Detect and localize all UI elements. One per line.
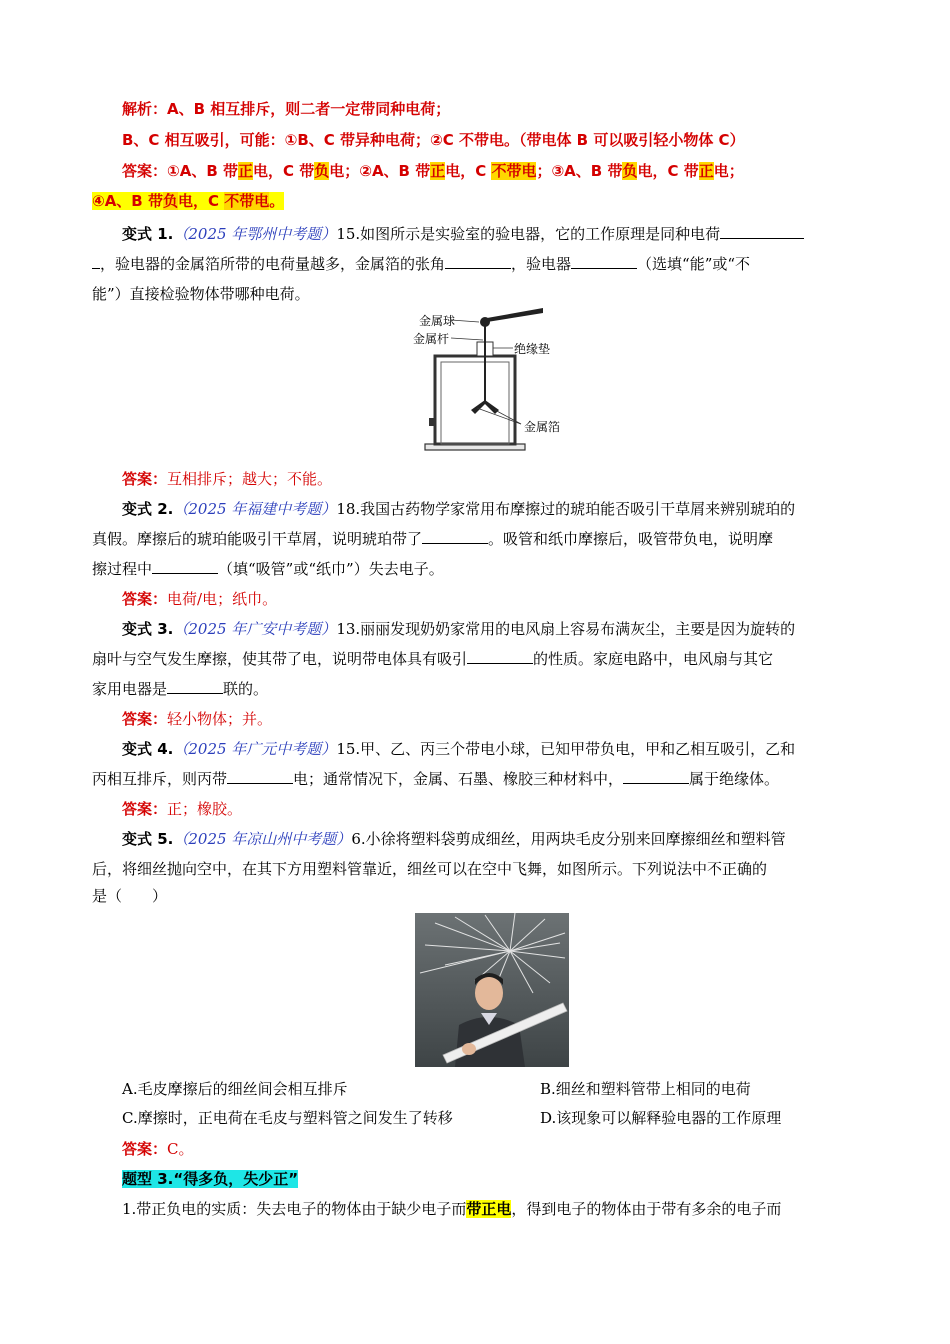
answer-text: C。 (167, 1140, 194, 1158)
highlight-negative: 负 (314, 162, 330, 180)
variant-3-line-1 (122, 618, 860, 640)
answer-part: 电； (713, 162, 744, 180)
question-text: 扇叶与空气发生摩擦，使其带了电，说明带电体具有吸引 (92, 650, 468, 668)
variant-label: 变式 2. (122, 500, 174, 518)
analysis-text-1: 解析：A、B 相互排斥，则二者一定带同种电荷； (122, 100, 451, 118)
person-head (475, 976, 503, 1010)
variant-1-answer (122, 468, 860, 490)
answer-part: 电，C 带 (253, 162, 315, 180)
answer-blank[interactable] (167, 678, 223, 694)
option-d[interactable] (540, 1107, 781, 1129)
answer-text: 电荷/电；纸巾。 (167, 590, 278, 608)
type-3-heading (122, 1168, 860, 1190)
electroscope-frame-inner (441, 362, 509, 444)
answer-blank[interactable] (422, 528, 488, 544)
question-text: 联的。 (223, 680, 269, 698)
variant-label: 变式 1. (122, 225, 174, 243)
option-a-text: A.毛皮摩擦后的细丝间会相互排斥 (122, 1080, 348, 1098)
question-text: 13.丽丽发现奶奶家常用的电风扇上容易布满灰尘，主要是因为旋转的 (336, 620, 796, 638)
option-d-text: D.该现象可以解释验电器的工作原理 (540, 1109, 782, 1127)
label-metal-foil: 金属箔 (524, 420, 561, 434)
question-text: 15.如图所示是实验室的验电器，它的工作原理是同种电荷 (336, 225, 721, 243)
variant-4-line-1 (122, 738, 860, 760)
variant-source: （2025 年凉山州中考题） (173, 830, 352, 848)
question-text: 家用电器是 (92, 680, 168, 698)
answer-blank[interactable] (571, 253, 637, 269)
question-text: 的性质。家庭电路中，电风扇与其它 (533, 650, 774, 668)
variant-4-line-2 (92, 768, 860, 790)
answer-label: 答案： (122, 1140, 168, 1158)
analysis-text-2: B、C 相互吸引，可能：①B、C 带异种电荷；②C 不带电。（带电体 B 可以吸引轻小物体 C） (122, 131, 745, 149)
answer-label: 答案： (122, 470, 168, 488)
variant-1-line-1 (122, 223, 860, 245)
question-text: 。吸管和纸巾摩擦后，吸管带负电，说明摩 (488, 530, 774, 548)
answer-part: ；③A、B 带 (536, 162, 623, 180)
question-text: 是（ ） (92, 887, 168, 905)
answer-part: 电，C (177, 192, 225, 210)
paragraph-text: 1.带正负电的实质：失去电子的物体由于缺少电子而 (122, 1200, 467, 1218)
analysis-answer-line-1 (122, 160, 860, 182)
question-text: 后，将细丝抛向空中，在其下方用塑料管靠近，细丝可以在空中飞舞，如图所示。下列说法中不正确的 (92, 860, 768, 878)
highlight-negative: 负 (622, 162, 638, 180)
option-a[interactable] (122, 1078, 348, 1100)
highlight-negative: 负 (162, 192, 178, 210)
variant-2-line-3 (92, 558, 860, 580)
variant-label: 变式 4. (122, 740, 174, 758)
answer-part: ①A、B 带 (167, 162, 238, 180)
section-title: 题型 3.“得多负，失少正” (122, 1170, 299, 1188)
variant-label: 变式 3. (122, 620, 174, 638)
analysis-line-1 (122, 98, 860, 120)
side-tab (429, 418, 435, 426)
question-text: 电；通常情况下，金属、石墨、橡胶三种材料中， (293, 770, 624, 788)
variant-source: （2025 年鄂州中考题） (173, 225, 337, 243)
answer-text: 轻小物体；并。 (167, 710, 273, 728)
question-text: （填“吸管”或“纸巾”）失去电子。 (218, 560, 444, 578)
question-text: 能”）直接检验物体带哪种电荷。 (92, 285, 310, 303)
highlight-no-charge: 不带电 (224, 192, 270, 210)
answer-text: 互相排斥；越大；不能。 (167, 470, 333, 488)
question-text: 6.小徐将塑料袋剪成细丝，用两块毛皮分别来回摩擦细丝和塑料管 (351, 830, 786, 848)
answer-text: 正；橡胶。 (167, 800, 243, 818)
variant-3-line-2 (92, 648, 860, 670)
question-text: ，验电器的金属箔所带的电荷量越多，金属箔的张角 (100, 255, 446, 273)
electroscope-frame (435, 356, 515, 444)
analysis-line-2 (122, 129, 860, 151)
variant-3-line-3 (92, 678, 860, 700)
question-text: 丙相互排斥，则丙带 (92, 770, 228, 788)
variant-1-line-3 (92, 283, 860, 305)
answer-blank[interactable] (445, 253, 511, 269)
answer-blank[interactable] (623, 768, 689, 784)
option-b-text: B.细丝和塑料管带上相同的电荷 (540, 1080, 751, 1098)
answer-part: 电，C 带 (637, 162, 699, 180)
variant-source: （2025 年广元中考题） (173, 740, 337, 758)
question-text: 18.我国古药物学家常用布摩擦过的琥珀能否吸引干草屑来辨别琥珀的 (336, 500, 796, 518)
question-text: 属于绝缘体。 (689, 770, 780, 788)
highlight-positive: 正 (698, 162, 714, 180)
variant-2-line-1 (122, 498, 860, 520)
highlight-no-charge: 不带电 (491, 162, 537, 180)
answer-blank[interactable] (92, 253, 100, 269)
variant-5-line-3 (92, 885, 860, 907)
charged-rod (487, 308, 543, 322)
paragraph-text: ，得到电子的物体由于带有多余的电子而 (511, 1200, 782, 1218)
answer-blank[interactable] (227, 768, 293, 784)
answer-label: 答案： (122, 162, 168, 180)
label-insulating-pad: 绝缘垫 (514, 342, 551, 356)
variant-4-answer (122, 798, 860, 820)
highlight-positive: 正 (237, 162, 253, 180)
variant-5-line-1 (122, 828, 860, 850)
variant-source: （2025 年福建中考题） (173, 500, 337, 518)
label-metal-ball: 金属球 (419, 314, 456, 328)
variant-3-answer (122, 708, 860, 730)
answer-blank[interactable] (720, 223, 804, 239)
analysis-answer-line-2 (92, 190, 860, 212)
answer-part: ④A、B 带 (92, 192, 163, 210)
experiment-photo (415, 913, 569, 1067)
option-b[interactable] (540, 1078, 751, 1100)
question-text: 擦过程中 (92, 560, 153, 578)
question-text: （选填“能”或“不 (637, 255, 751, 273)
variant-label: 变式 5. (122, 830, 174, 848)
answer-label: 答案： (122, 710, 168, 728)
label-metal-rod: 金属杆 (413, 332, 450, 346)
answer-label: 答案： (122, 590, 168, 608)
answer-blank[interactable] (467, 648, 533, 664)
answer-blank[interactable] (152, 558, 218, 574)
variant-1-line-2 (92, 253, 860, 275)
variant-2-answer (122, 588, 860, 610)
highlight-positive: 正 (430, 162, 446, 180)
metal-foil-left (471, 400, 485, 414)
question-text: 真假。摩擦后的琥珀能吸引干草屑，说明琥珀带了 (92, 530, 423, 548)
answer-label: 答案： (122, 800, 168, 818)
option-c[interactable] (122, 1107, 453, 1129)
variant-5-answer (122, 1138, 860, 1160)
answer-part: 。 (269, 192, 285, 210)
variant-source: （2025 年广安中考题） (173, 620, 337, 638)
option-c-text: C.摩擦时，正电荷在毛皮与塑料管之间发生了转移 (122, 1109, 453, 1127)
answer-part: 电，C (445, 162, 492, 180)
type-3-paragraph (122, 1198, 860, 1220)
highlight-positive-charge: 带正电 (466, 1200, 512, 1218)
question-text: 15.甲、乙、丙三个带电小球，已知甲带负电，甲和乙相互吸引，乙和 (336, 740, 796, 758)
question-text: ，验电器 (511, 255, 572, 273)
variant-2-line-2 (92, 528, 860, 550)
variant-5-line-2 (92, 858, 860, 880)
answer-part: 电；②A、B 带 (329, 162, 431, 180)
